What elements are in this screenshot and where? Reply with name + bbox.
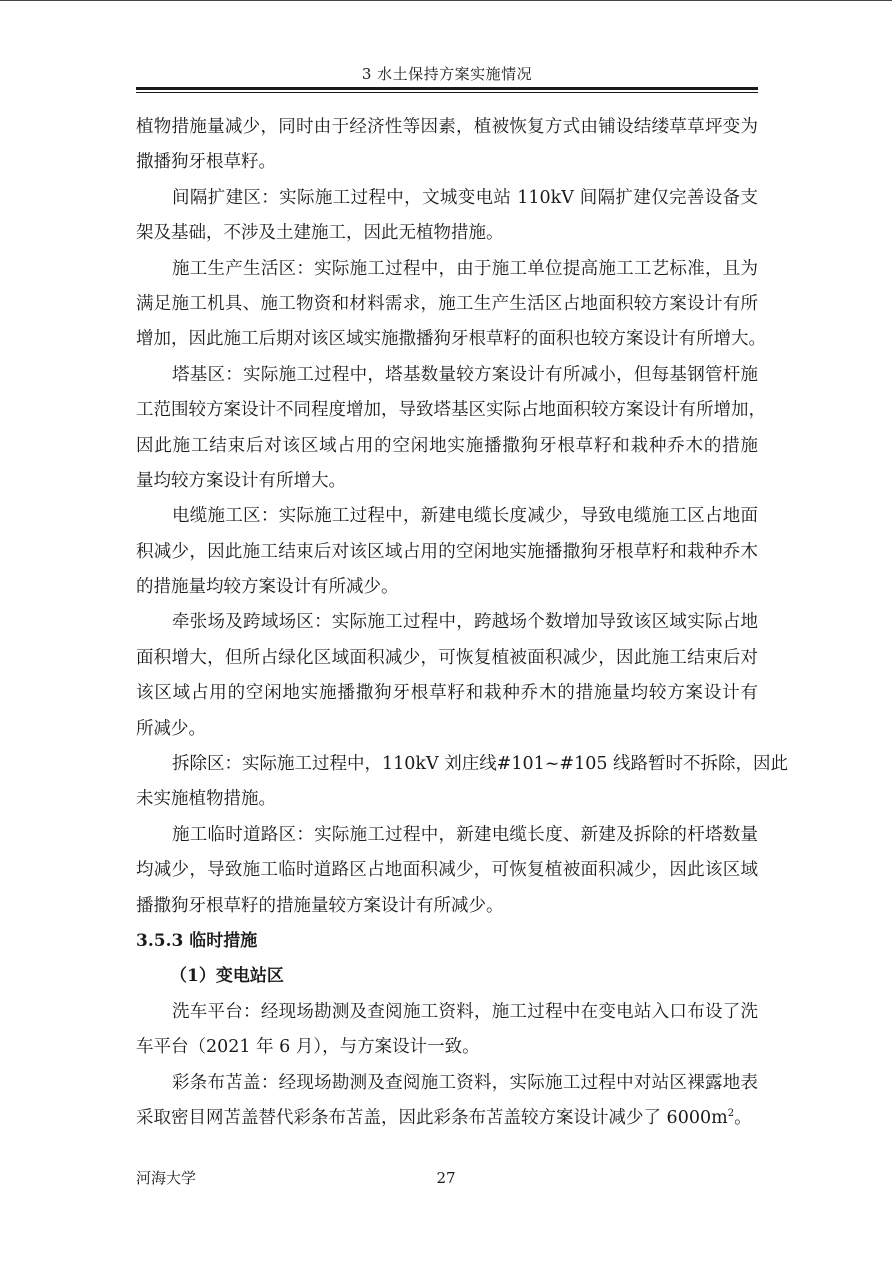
paragraph-line: 播撒狗牙根草籽的措施量较方案设计有所减少。	[136, 895, 504, 916]
paragraph-line: 所减少。	[136, 718, 206, 739]
footer-institution: 河海大学	[136, 1169, 197, 1187]
paragraph-line: 未实施植物措施。	[136, 789, 276, 810]
paragraph-line: 工范围较方案设计不同程度增加，导致塔基区实际占地面积较方案设计有所增加，	[136, 400, 766, 421]
paragraph-line: 满足施工机具、施工物资和材料需求，施工生产生活区占地面积较方案设计有所	[136, 293, 758, 314]
header-rule-thick	[136, 87, 758, 90]
paragraph-text: 采取密目网苫盖替代彩条布苫盖，因此彩条布苫盖较方案设计减少了 6000m	[136, 1107, 728, 1128]
paragraph-line: 架及基础，不涉及土建施工，因此无植物措施。	[136, 223, 504, 244]
paragraph-line: 间隔扩建区：实际施工过程中，文城变电站 110kV 间隔扩建仅完善设备支	[172, 187, 758, 208]
paragraph-line: 彩条布苫盖：经现场勘测及查阅施工资料，实际施工过程中对站区裸露地表	[172, 1072, 758, 1093]
paragraph-line: 积减少，因此施工结束后对该区域占用的空闲地实施播撒狗牙根草籽和栽种乔木	[136, 541, 758, 562]
paragraph-line: 面积增大，但所占绿化区域面积减少，可恢复植被面积减少，因此施工结束后对	[136, 647, 758, 668]
superscript: 2	[727, 1108, 735, 1120]
paragraph-line	[136, 1101, 758, 1136]
paragraph-line: 车平台（2021 年 6 月），与方案设计一致。	[136, 1037, 480, 1058]
paragraph-line: 量均较方案设计有所增大。	[136, 470, 346, 491]
header-rule-thin	[136, 92, 758, 93]
section-heading: 3.5.3 临时措施	[136, 930, 258, 951]
paragraph-line: 撒播狗牙根草籽。	[136, 152, 276, 173]
paragraph-line: 施工临时道路区：实际施工过程中，新建电缆长度、新建及拆除的杆塔数量	[172, 824, 758, 845]
paragraph-line: 植物措施量减少，同时由于经济性等因素，植被恢复方式由铺设结缕草草坪变为	[136, 117, 758, 137]
paragraph-line: 拆除区：实际施工过程中，110kV 刘庄线#101~#105 线路暂时不拆除，因此	[172, 754, 789, 775]
page-top-border	[0, 0, 892, 1]
paragraph-line: 牵张场及跨域场区：实际施工过程中，跨越场个数增加导致该区域实际占地	[172, 612, 758, 633]
paragraph-line: 洗车平台：经现场勘测及查阅施工资料，施工过程中在变电站入口布设了洗	[172, 1001, 758, 1022]
running-header: 3 水土保持方案实施情况	[361, 65, 533, 83]
paragraph-line: 增加，因此施工后期对该区域实施撒播狗牙根草籽的面积也较方案设计有所增大。	[136, 329, 766, 350]
paragraph-line: 因此施工结束后对该区域占用的空闲地实施播撒狗牙根草籽和栽种乔木的措施	[136, 435, 758, 456]
paragraph-line: 塔基区：实际施工过程中，塔基数量较方案设计有所减小，但每基钢管杆施	[172, 364, 758, 385]
paragraph-line: 均减少，导致施工临时道路区占地面积减少，可恢复植被面积减少，因此该区域	[136, 860, 758, 881]
paragraph-line: 施工生产生活区：实际施工过程中，由于施工单位提高施工工艺标准，且为	[172, 258, 758, 279]
page-number: 27	[436, 1169, 456, 1187]
subsection-heading: （1）变电站区	[170, 966, 284, 987]
paragraph-line: 电缆施工区：实际施工过程中，新建电缆长度减少，导致电缆施工区占地面	[172, 506, 758, 527]
body-text	[136, 110, 789, 1136]
paragraph-line: 该区域占用的空闲地实施播撒狗牙根草籽和栽种乔木的措施量均较方案设计有	[136, 683, 758, 704]
paragraph-text: 。	[734, 1107, 752, 1128]
paragraph-line: 的措施量均较方案设计有所减少。	[136, 577, 399, 598]
